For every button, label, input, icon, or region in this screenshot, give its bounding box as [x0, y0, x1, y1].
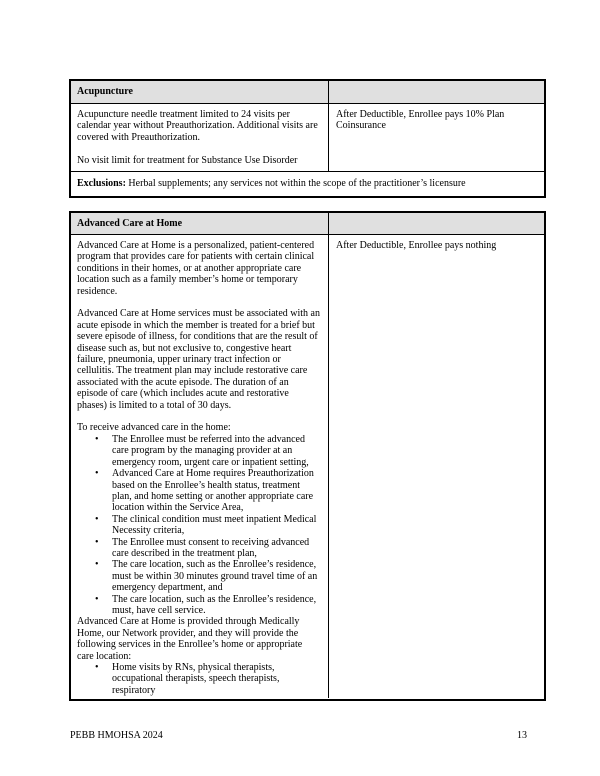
acupuncture-header-empty-cell — [329, 81, 544, 103]
advanced-care-paragraph-3: To receive advanced care in the home: — [77, 422, 231, 434]
acupuncture-paragraph-2: No visit limit for treatment for Substance Use Disorder — [77, 154, 298, 166]
receive-care-bullet-list — [77, 434, 320, 617]
bullet-item: • The care location, such as the Enrollee’s residence, must be within 30 minutes ground travel time of an emergency department, and — [77, 559, 320, 593]
advanced-care-header-title: Advanced Care at Home — [77, 218, 183, 229]
services-bullet-list — [77, 662, 320, 696]
acupuncture-cost-share-cell — [329, 104, 544, 171]
acupuncture-header-title: Acupuncture — [77, 86, 133, 97]
advanced-care-header-empty-cell — [329, 213, 544, 234]
acupuncture-table-header-row — [71, 81, 544, 104]
advanced-care-cost-share-text: After Deductible, Enrollee pays nothing — [336, 240, 497, 251]
acupuncture-benefit-description-cell — [71, 104, 329, 171]
advanced-care-header-cell — [71, 213, 329, 234]
exclusions-text: Herbal supplements; any services not within the scope of the practitioner’s licensure — [125, 178, 466, 189]
advanced-care-paragraph-2: Advanced Care at Home services must be associated with an acute episode in which the member is treated for a brief but severe episode of illness, for conditions that are the result of disease such as, but not exclusive to, congestive heart failure, pneumonia, upper urinary tract infection or cellulitis. The treatment plan may include restorative care associated with the acute episode. The duration of an episode of care (which includes acute and restorative phases) is limited to a total of 30 days. — [77, 308, 320, 411]
advanced-care-table — [69, 211, 546, 701]
acupuncture-table-body-row — [71, 104, 544, 172]
advanced-care-cost-share-cell — [329, 235, 544, 698]
advanced-care-table-body-row — [71, 235, 544, 698]
acupuncture-exclusions-row — [71, 172, 544, 193]
bullet-item: • The clinical condition must meet inpatient Medical Necessity criteria, — [77, 514, 320, 537]
acupuncture-paragraph-1: Acupuncture needle treatment limited to 24 visits per calendar year without Preauthorization. Additional visits are covered with Preauthorization. — [77, 109, 318, 143]
acupuncture-table — [69, 79, 546, 198]
exclusions-label: Exclusions: — [77, 178, 126, 189]
bullet-item: • The Enrollee must consent to receiving advanced care described in the treatment plan, — [77, 537, 320, 560]
footer-page-number: 13 — [517, 730, 527, 741]
acupuncture-header-cell — [71, 81, 329, 103]
acupuncture-cost-share-text: After Deductible, Enrollee pays 10% Plan Coinsurance — [336, 109, 505, 132]
advanced-care-paragraph-1: Advanced Care at Home is a personalized, patient-centered program that provides care for patients with certain clinical conditions in their homes, or at another appropriate care location such as a family member’s home or temporary residence. — [77, 240, 315, 297]
bullet-item: • The Enrollee must be referred into the advanced care program by the managing provider at an emergency room, urgent care or inpatient setting, — [77, 434, 320, 468]
advanced-care-benefit-description-cell — [71, 235, 329, 698]
advanced-care-table-header-row — [71, 213, 544, 235]
bullet-item: • Home visits by RNs, physical therapists, occupational therapists, speech therapists, respiratory — [77, 662, 320, 696]
advanced-care-paragraph-4: Advanced Care at Home is provided through Medically Home, our Network provider, and they will provide the following services in the Enrollee’s home or appropriate care location: — [77, 616, 303, 662]
bullet-item: • Advanced Care at Home requires Preauthorization based on the Enrollee’s health status, treatment plan, and home setting or another appropriate care location within the Service Area, — [77, 468, 320, 514]
footer-document-title: PEBB HMOHSA 2024 — [70, 730, 163, 741]
bullet-item: • The care location, such as the Enrollee’s residence, must, have cell service. — [77, 594, 320, 617]
